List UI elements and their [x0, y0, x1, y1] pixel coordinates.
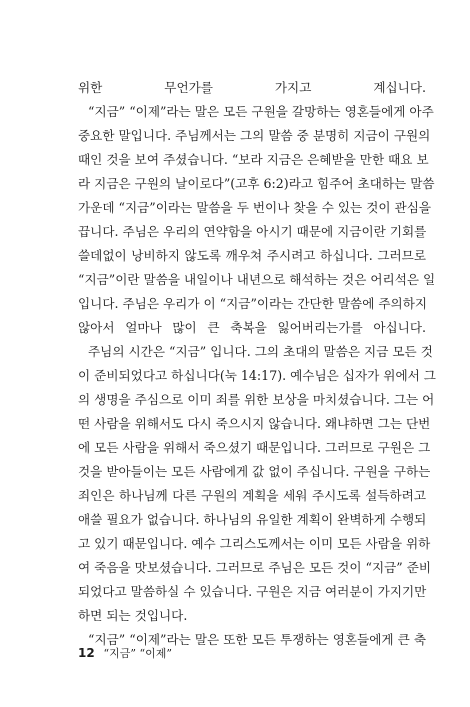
text-line: 여 죽음을 맛보셨습니다. 그러므로 주님은 모든 것이 “지금” 준비: [78, 560, 432, 575]
text-line: 중요한 말입니다. 주님께서는 그의 말씀 중 분명히 지금이 구원의: [78, 128, 431, 143]
text-line: 의 생명을 주심으로 이미 죄를 위한 보상을 마치셨습니다. 그는 어: [78, 392, 435, 407]
text-line: 때인 것을 보여 주셨습니다. “보라 지금은 은혜받을 만한 때요 보: [78, 152, 429, 167]
text-line: 가운데 “지금”이라는 말씀을 두 번이나 찾을 수 있는 것이 관심을: [78, 200, 432, 215]
text-line: 끕니다. 주님은 우리의 연약함을 아시기 때문에 지금이란 기회를: [78, 224, 427, 239]
text-line: 라 지금은 구원의 날이로다”(고후 6:2)라고 힘주어 초대하는 말씀: [78, 176, 435, 191]
text-line: “지금” “이제”라는 말은 또한 모든 투쟁하는 영혼들에게 큰 축: [88, 632, 426, 647]
text-line: 하면 되는 것입니다.: [78, 608, 188, 623]
text-line: 떤 사람을 위해서도 다시 죽으시지 않습니다. 왜냐하면 그는 단번: [78, 416, 431, 431]
text-line: 죄인은 하나님께 다른 구원의 계획을 세워 주시도록 설득하려고: [78, 488, 426, 503]
text-line: 이 준비되었다고 하십니다(눅 14:17). 예수님은 십자가 위에서 그: [78, 368, 436, 383]
text-line: 에 모든 사람을 위해서 죽으셨기 때문입니다. 그러므로 구원은 그: [78, 440, 431, 455]
text-line: “지금” “이제”라는 말은 모든 구원을 갈망하는 영혼들에게 아주: [88, 104, 434, 119]
text-line: 쓸데없이 낭비하지 않도록 깨우쳐 주시려고 하십니다. 그러므로: [78, 248, 426, 263]
page-footer: [78, 645, 172, 662]
text-line: 애쓸 필요가 없습니다. 하나님의 유일한 계획이 완벽하게 수행되: [78, 512, 427, 527]
text-line: 되었다고 말씀하실 수 있습니다. 구원은 지금 여러분이 가지기만: [78, 584, 427, 599]
text-line: 위한 무언가를 가지고 계십니다.: [78, 80, 426, 95]
text-line: 입니다. 주님은 우리가 이 “지금”이라는 간단한 말씀에 주의하지: [78, 296, 428, 311]
text-line: 않아서 얼마나 많이 큰 축복을 잃어버리는가를 아십니다.: [78, 320, 426, 335]
text-line: 주님의 시간은 “지금” 입니다. 그의 초대의 말씀은 지금 모든 것: [88, 344, 433, 359]
page-number: 12: [78, 646, 95, 660]
text-line: “지금”이란 말씀을 내일이나 내년으로 해석하는 것은 어리석은 일: [78, 272, 436, 287]
running-title: “지금” “이제”: [103, 647, 173, 660]
body-text: [78, 76, 436, 652]
text-line: 것을 받아들이는 모든 사람에게 값 없이 주십니다. 구원을 구하는: [78, 464, 431, 479]
text-line: 고 있기 때문입니다. 예수 그리스도께서는 이미 모든 사람을 위하: [78, 536, 431, 551]
